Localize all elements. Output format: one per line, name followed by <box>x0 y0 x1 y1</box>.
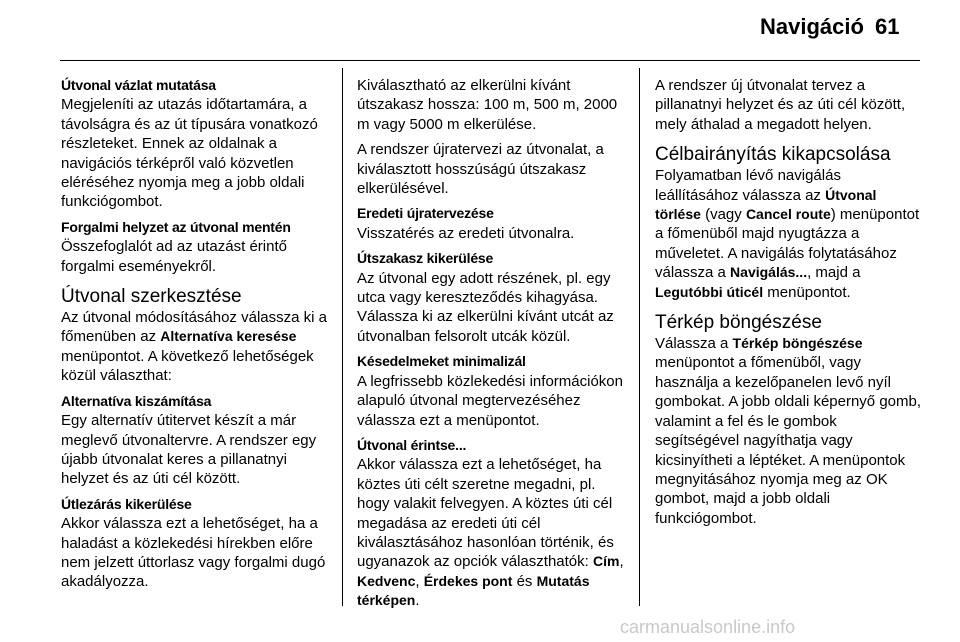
column-3 <box>655 76 925 534</box>
heading-cancel-guidance: Célbairányítás kikapcsolása <box>655 144 891 166</box>
paragraph-new-route: A rendszer új útvonalat tervez a pillanatnyi helyzet és az úti cél között, mely áthalad a megadott helyen. <box>655 77 906 133</box>
paragraph-replan: A rendszer újratervezi az útvonalat, a kiválasztott hosszúságú útszakasz elkerülésével. <box>357 141 604 198</box>
paragraph-route-via: Akkor válassza ezt a lehetőséget, ha köztes úti célt szeretne megadni, pl. hogy valakit felvegyen. A köztes úti cél megadása az eredeti úti cél kiválasztásához hasonlóan történik, és ugyanazok az opciók választhatók: Cím, Kedvenc, Érdekes pont és Mutatás térképen. <box>357 456 624 610</box>
header-divider <box>60 60 920 61</box>
column-1 <box>61 76 328 598</box>
subheading-route-overview: Útvonal vázlat mutatása <box>61 77 216 93</box>
paragraph-route-overview: Megjeleníti az utazás időtartamára, a távolságra és az út típusára vonatkozó részleteket. Ennek az oldalnak a navigációs térképről való közvetlen eléréséhez nyomja meg a jobb oldali funkciógombot. <box>61 96 318 211</box>
column-divider-2 <box>639 68 640 606</box>
paragraph-minimize-delays: A legfrissebb közlekedési információkon alapuló útvonal megtervezéséhez válassza ezt a menüpontot. <box>357 372 623 429</box>
subheading-route-via: Útvonal érintse... <box>357 436 467 453</box>
paragraph-original-replan: Visszatérés az eredeti útvonalra. <box>357 224 575 242</box>
subheading-traffic-along-route: Forgalmi helyzet az útvonal mentén <box>61 218 291 235</box>
subheading-avoid-roadblock: Útlezárás kikerülése <box>61 495 192 512</box>
subheading-original-replan: Eredeti újratervezése <box>357 205 494 222</box>
subheading-avoid-section: Útszakasz kikerülése <box>357 250 494 267</box>
watermark: carmanualsonline.info <box>620 617 796 637</box>
paragraph-traffic-along-route: Összefoglalót ad az utazást érintő forgalmi eseményekről. <box>61 238 287 275</box>
heading-map-browse: Térkép böngészése <box>655 312 822 334</box>
subheading-alternative-calc: Alternatíva kiszámítása <box>61 392 212 409</box>
column-divider-1 <box>342 68 343 606</box>
subheading-minimize-delays: Késedelmeket minimalizál <box>357 353 526 370</box>
column-2 <box>357 76 625 617</box>
paragraph-avoid-section: Az útvonal egy adott részének, pl. egy utca vagy kereszteződés kihagyása. Válassza ki az elkerülni kívánt utcát az útvonalban felsorolt utcák közül. <box>357 269 614 345</box>
page-number: 61 <box>875 14 900 39</box>
paragraph-alternative-calc: Egy alternatív útitervet készít a már meglevő útvonaltervre. A rendszer egy újabb útvonalat keres a pillanatnyi helyzet és az úti cél között. <box>61 412 317 488</box>
paragraph-avoid-roadblock: Akkor válassza ezt a lehetőséget, ha a haladást a közlekedési hírekben előre nem jelzett úttorlasz vagy forgalmi dugó akadályozza. <box>61 515 326 591</box>
paragraph-map-browse: Válassza a Térkép böngészése menüpontot a főmenüből, vagy használja a kezelőpanelen levő nyíl gombokat. A jobb oldali képernyő gomb, valamint a fel és le gombok segítségével nagyíthatja vagy kicsinyítheti a léptéket. A menüpontok megnyitásához nyomja meg az OK gombot, majd a jobb oldali funkciógombot. <box>655 335 922 527</box>
paragraph-cancel-guidance: Folyamatban lévő navigálás leállításához válassza az Útvonal törlése (vagy Cancel route) menüpontot a főmenüből majd nyugtázza a műveletet. A navigálás folytatásához válassza a Navigálás..., majd a Legutóbbi úticél menüpontot. <box>655 167 920 301</box>
paragraph-avoid-length: Kiválasztható az elkerülni kívánt útszakasz hossza: 100 m, 500 m, 2000 m vagy 5000 m elkerülése. <box>357 77 618 133</box>
heading-edit-route: Útvonal szerkesztése <box>61 286 242 308</box>
page-header-title: Navigáció <box>760 14 864 39</box>
paragraph-edit-route: Az útvonal módosításához válassza ki a főmenüben az Alternatíva keresése menüpontot. A következő lehetőségek közül választhat: <box>61 309 327 385</box>
